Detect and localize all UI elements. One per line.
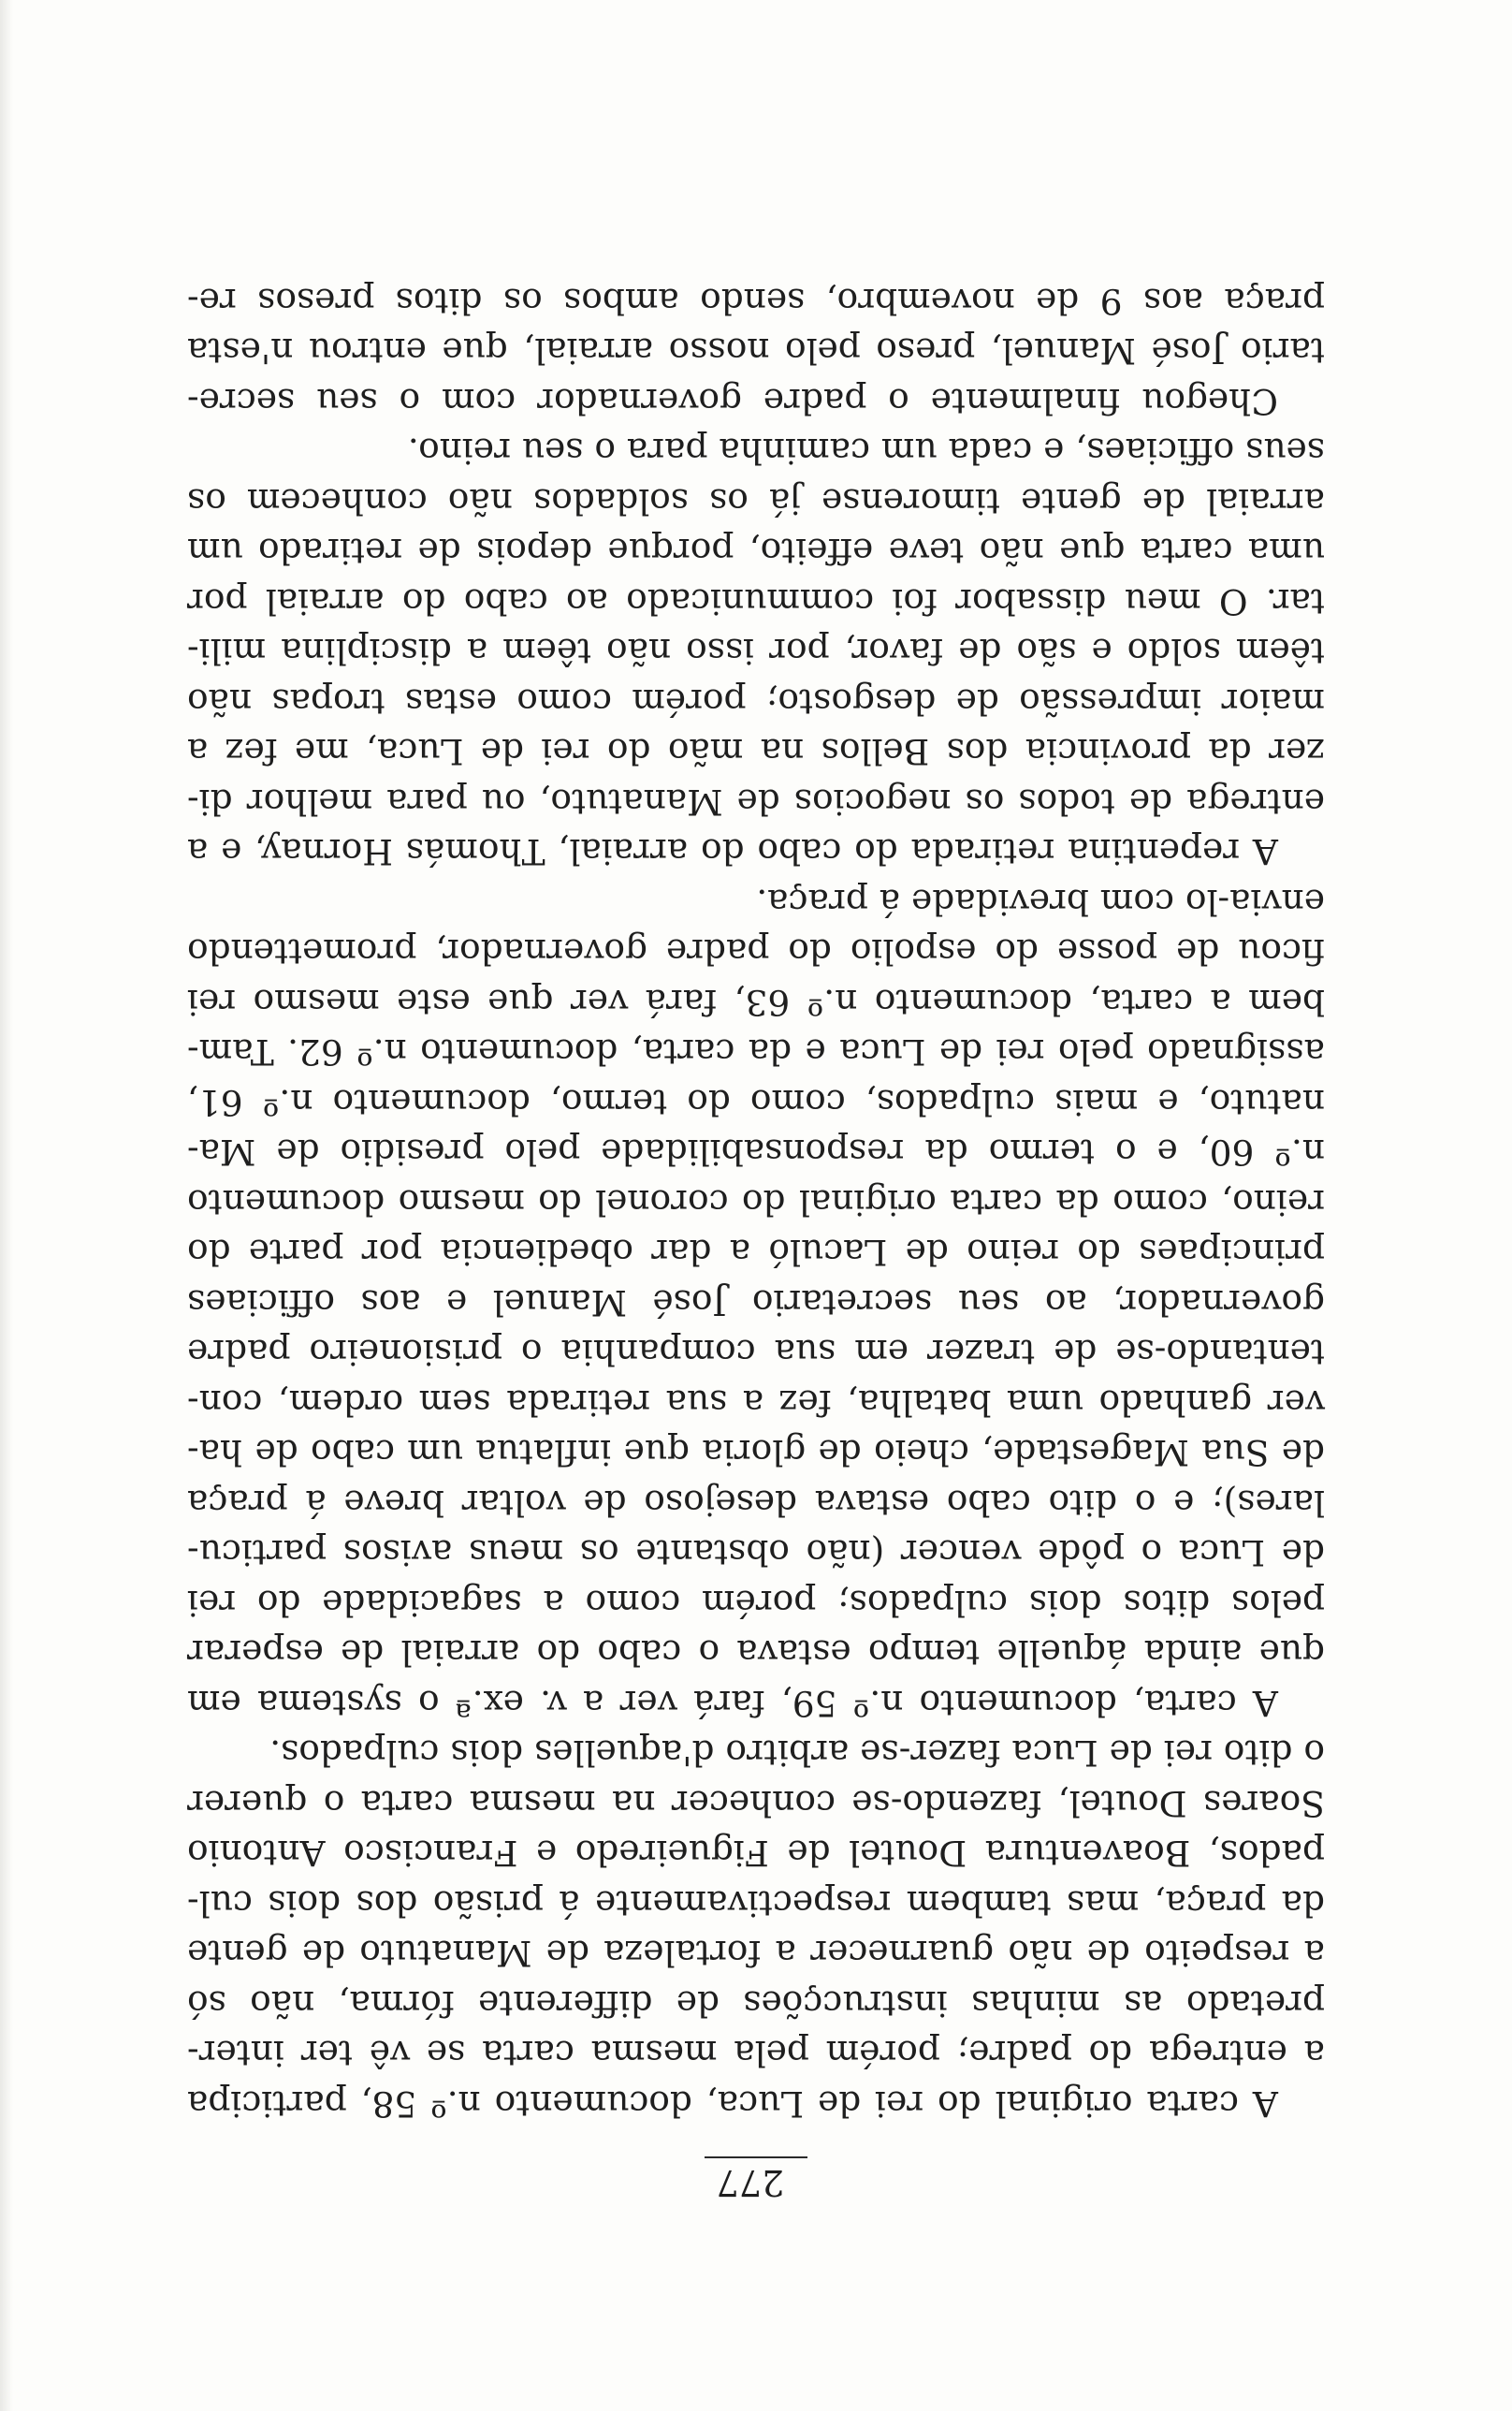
text-line: o dito rei de Luca fazer-se arbitro d'aquelles dois culpados. (269, 1732, 1325, 1775)
text-line: Chegou finalmente o padre governador com o seu secre- (187, 381, 1278, 422)
text-line: seus officiaes, e cada um caminha para o seu reino. (407, 431, 1325, 473)
text-line: ver ganhado uma batalha, fez a sua retirada sem ordem, con- (187, 1382, 1325, 1424)
paragraph-3 (187, 426, 1325, 877)
text-line: a respeito de não guarnecer a fortaleza de Manatuto de gente (187, 1933, 1325, 1975)
text-line: lares); e o dito cabo estava desejoso de voltar breve á praça (187, 1483, 1325, 1524)
paragraph-1 (187, 1728, 1325, 2128)
text-line: zer da provincia dos Bellos na mão do rei de Luca, me fez a (187, 731, 1325, 773)
text-line: a entrega do padre; porém pela mesma carta se vê ter inter- (187, 2033, 1325, 2075)
paragraph-2 (187, 877, 1325, 1729)
text-line: entrega de todos os negocios de Manatuto, ou para melhor di- (187, 782, 1325, 823)
text-line: pelos ditos dois culpados; porém como a sagacidade do rei (187, 1583, 1325, 1624)
text-line: Soares Doutel, fazendo-se conhecer na mesma carta o querer (187, 1783, 1325, 1824)
text-line: de Sua Magestade, cheio de gloria que inflatua um cabo de ha- (187, 1432, 1325, 1474)
text-line: tario José Manuel, preso pelo nosso arraial, que entrou n'esta (187, 330, 1325, 373)
text-line: pretado as minhas instrucções de differente fórma, não só (187, 1983, 1325, 2024)
text-line: assignado pelo rei de Luca e da carta, documento n.º 62. Tam- (187, 1031, 1325, 1074)
text-line: natuto, e mais culpados, como do termo, documento n.º 61, (187, 1082, 1325, 1123)
text-block (187, 276, 1325, 2206)
text-line: bem a carta, documento n.º 63, fará ver que este mesmo rei (187, 982, 1325, 1023)
text-line: tar. O meu dissabor foi communicado ao cabo do arraial por (187, 581, 1325, 622)
text-line: reino, como da carta original do coronel do mesmo documento (187, 1182, 1325, 1223)
text-line: A carta, documento n.º 59, fará ver a v. ex.ª o systema em (187, 1683, 1278, 1724)
text-line: tentando-se de trazer em sua companhia o prisioneiro padre (187, 1332, 1325, 1374)
text-line: da praça, mas tambem respectivamente á prisão dos dois cul- (187, 1883, 1325, 1924)
page-number-rule (705, 2156, 807, 2158)
text-line: de Luca o pôde vencer (não obstante os meus avisos particu- (187, 1532, 1325, 1574)
text-line: têem soldo e são de favor, por isso não têem a disciplina mili- (187, 631, 1325, 673)
text-line: uma carta que não teve effeito, porque depois de retirado um (187, 531, 1325, 573)
text-line: principaes do reino de Laculó a dar obediencia por parte do (187, 1232, 1325, 1274)
text-line: pados, Boaventura Doutel de Figueiredo e Francisco Antonio (187, 1833, 1325, 1875)
text-line: ficou de posse do espolio do padre governador, promettendo (187, 931, 1325, 973)
text-line: arraial de gente timorense já os soldados não conhecem os (187, 481, 1325, 522)
paragraph-4 (187, 276, 1325, 427)
text-line: A carta original do rei de Luca, documento n.º 58, participa (187, 2083, 1278, 2125)
text-line: n.º 60, e o termo da responsabilidade pelo presidio de Ma- (187, 1132, 1325, 1174)
text-line: praça aos 9 de novembro, sendo ambos os ditos presos re- (187, 281, 1325, 322)
text-line: que ainda áquelle tempo estava o cabo do arraial de esperar (187, 1632, 1325, 1674)
text-line: envia-lo com brevidade á praça. (756, 882, 1325, 923)
page-number: 277 (716, 2162, 785, 2203)
text-line: governador, ao seu secretario José Manuel e aos officiaes (187, 1282, 1325, 1323)
text-line: A repentina retirada do cabo do arraial, Thomás Hornay, e a (187, 831, 1278, 873)
text-line: maior impressão de desgosto; porém como estas tropas não (187, 681, 1325, 723)
